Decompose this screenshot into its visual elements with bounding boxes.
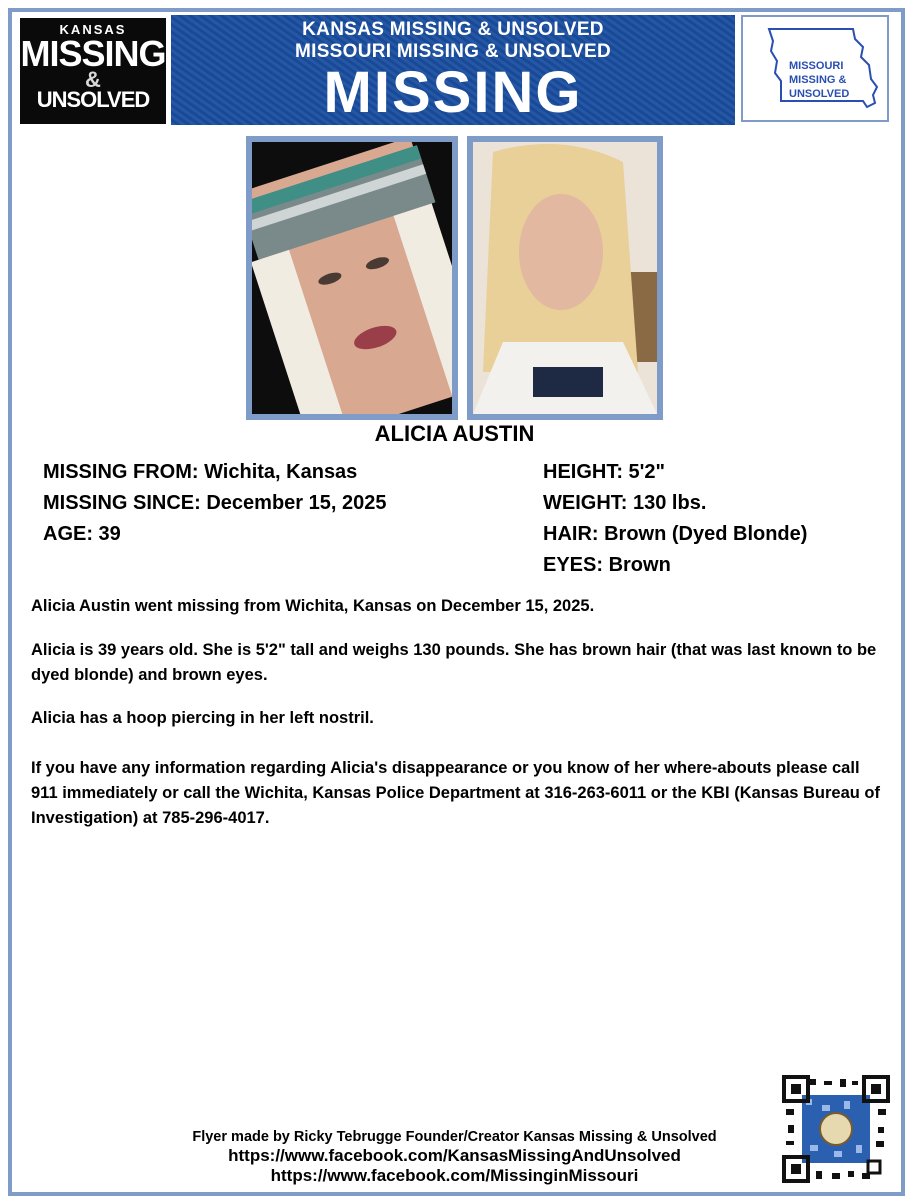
logo-missing-text: MISSING <box>20 33 166 74</box>
photo-1-illustration <box>252 142 452 414</box>
missing-from-field: MISSING FROM: Wichita, Kansas <box>43 461 358 483</box>
logo-kansas-text: KANSAS <box>59 22 127 37</box>
missouri-missing-unsolved-logo <box>741 15 889 122</box>
person-name: ALICIA AUSTIN <box>374 421 535 446</box>
paragraph-contact-info: If you have any information regarding Alicia's disappearance or you know of her where-abouts please call 911 immediately or call the Wichita, Kansas Police Department at 316-263-6011 or the KBI (Kansas Bureau of Investigation) at 785-296-4017. <box>31 759 881 827</box>
facebook-link-kansas[interactable]: https://www.facebook.com/KansasMissingAndUnsolved <box>228 1146 681 1165</box>
mo-line-1: MISSOURI <box>789 60 844 72</box>
kansas-missing-unsolved-logo <box>20 18 166 124</box>
qr-code[interactable] <box>782 1075 890 1183</box>
mo-line-2: MISSING & <box>789 74 847 86</box>
missouri-logo-text <box>789 59 849 101</box>
paragraph-summary: Alicia Austin went missing from Wichita, Kansas on December 15, 2025. <box>31 597 595 615</box>
logo-unsolved-text: UNSOLVED <box>36 87 150 112</box>
qr-code-icon <box>782 1075 890 1183</box>
banner-missouri-line: MISSOURI MISSING & UNSOLVED <box>295 41 611 62</box>
age-field: AGE: 39 <box>43 523 121 545</box>
facebook-link-missouri[interactable]: https://www.facebook.com/MissinginMissouri <box>270 1166 639 1185</box>
weight-field: WEIGHT: 130 lbs. <box>543 492 707 514</box>
hair-field: HAIR: Brown (Dyed Blonde) <box>543 523 808 545</box>
logo-ampersand-text: & <box>85 67 101 92</box>
flyer-credit: Flyer made by Ricky Tebrugge Founder/Creator Kansas Missing & Unsolved <box>192 1129 717 1145</box>
height-field: HEIGHT: 5'2" <box>543 461 666 483</box>
paragraph-description: Alicia is 39 years old. She is 5'2" tall and weighs 130 pounds. She has brown hair (that was last known to be dyed blonde) and brown eyes. <box>31 641 877 684</box>
missing-person-photo-2 <box>467 136 663 420</box>
banner-kansas-line: KANSAS MISSING & UNSOLVED <box>302 19 604 40</box>
header-banner <box>171 15 735 125</box>
missing-since-field: MISSING SINCE: December 15, 2025 <box>43 492 387 514</box>
mo-line-3: UNSOLVED <box>789 88 850 100</box>
missing-person-photo-1 <box>246 136 458 420</box>
paragraph-identifying-marks: Alicia has a hoop piercing in her left nostril. <box>31 709 374 727</box>
eyes-field: EYES: Brown <box>543 554 671 576</box>
photo-2-illustration <box>473 142 657 414</box>
banner-missing-title: MISSING <box>323 60 583 125</box>
